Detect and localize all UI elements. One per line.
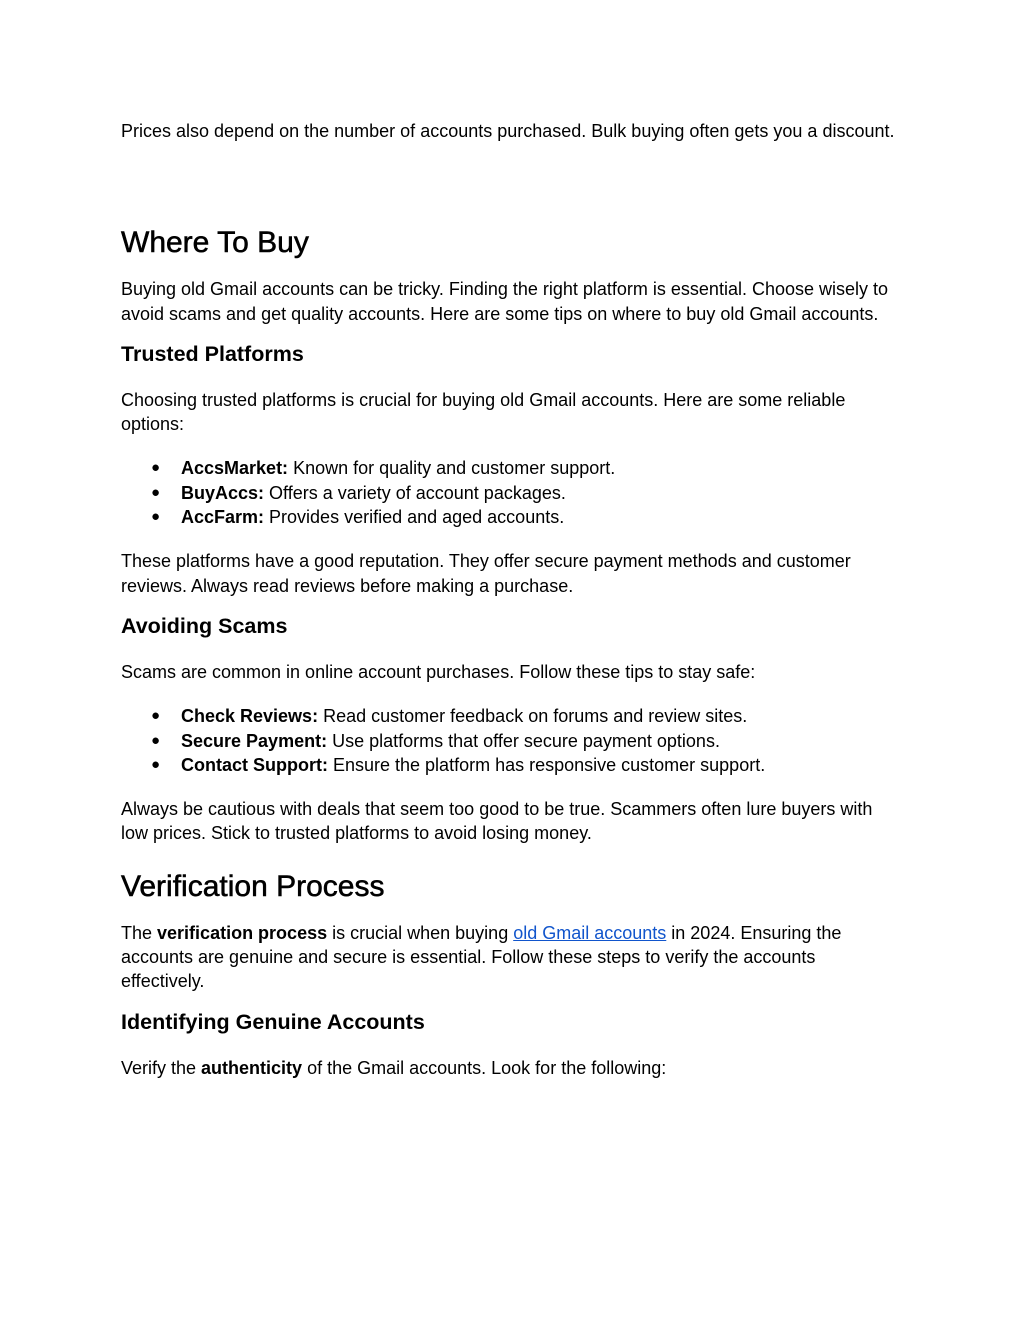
genuine-text: Verify the xyxy=(121,1057,202,1078)
verification-intro xyxy=(121,921,901,994)
document-page xyxy=(121,119,901,1080)
list-item xyxy=(121,456,901,480)
avoiding-scams-outro: Always be cautious with deals that seem too good to be true. Scammers often lure buyers with low prices. Stick to trusted platforms to avoid losing money. xyxy=(121,799,873,844)
list-item-text: Use platforms that offer secure payment options. xyxy=(327,730,720,751)
heading-trusted-platforms: Trusted Platforms xyxy=(121,341,304,366)
list-item xyxy=(121,753,901,777)
list-item-label: Secure Payment: xyxy=(181,730,328,751)
heading-identifying-genuine-accounts: Identifying Genuine Accounts xyxy=(121,1009,425,1034)
trusted-platforms-list xyxy=(121,456,901,529)
list-item-label: Contact Support: xyxy=(181,754,328,775)
list-item xyxy=(121,704,901,728)
bullet-icon: ● xyxy=(151,731,161,749)
list-item-text: Ensure the platform has responsive customer support. xyxy=(327,754,766,775)
verification-intro-text: is crucial when buying xyxy=(327,922,514,943)
bullet-icon: ● xyxy=(151,459,161,477)
list-item xyxy=(121,729,901,753)
genuine-text: of the Gmail accounts. Look for the following: xyxy=(302,1057,667,1078)
avoiding-scams-list xyxy=(121,704,901,777)
avoiding-scams-intro: Scams are common in online account purchases. Follow these tips to stay safe: xyxy=(121,661,756,682)
list-item-label: AccsMarket: xyxy=(181,458,289,479)
verification-intro-bold: verification process xyxy=(157,922,328,943)
list-item-text: Provides verified and aged accounts. xyxy=(264,507,565,528)
list-item-label: BuyAccs: xyxy=(181,482,265,503)
list-item-text: Read customer feedback on forums and review sites. xyxy=(318,706,748,727)
heading-avoiding-scams: Avoiding Scams xyxy=(121,613,288,638)
where-to-buy-intro: Buying old Gmail accounts can be tricky. Finding the right platform is essential. Choose wisely to avoid scams and get quality accounts. Here are some tips on where to buy old Gmail accounts. xyxy=(121,279,889,324)
heading-verification-process: Verification Process xyxy=(121,869,385,903)
bullet-icon: ● xyxy=(151,755,161,773)
intro-paragraph: Prices also depend on the number of accounts purchased. Bulk buying often gets you a discount. xyxy=(121,121,895,141)
list-item xyxy=(121,481,901,505)
old-gmail-accounts-link[interactable]: old Gmail accounts xyxy=(513,922,667,943)
trusted-platforms-intro: Choosing trusted platforms is crucial for buying old Gmail accounts. Here are some reliable options: xyxy=(121,389,846,435)
genuine-text-bold: authenticity xyxy=(201,1057,303,1078)
heading-where-to-buy: Where To Buy xyxy=(121,226,309,260)
bullet-icon: ● xyxy=(151,707,161,725)
verification-intro-text: The xyxy=(121,922,158,943)
list-item-text: Known for quality and customer support. xyxy=(288,458,616,479)
list-item-label: AccFarm: xyxy=(181,507,265,528)
verification-intro-text: in 2024. Ensuring the accounts are genuine and secure is essential. Follow these steps to verify the accounts effectively. xyxy=(121,922,842,992)
list-item-label: Check Reviews: xyxy=(181,706,319,727)
bullet-icon: ● xyxy=(151,508,161,526)
list-item-text: Offers a variety of account packages. xyxy=(264,482,566,503)
list-item xyxy=(121,505,901,529)
bullet-icon: ● xyxy=(151,483,161,501)
trusted-platforms-outro: These platforms have a good reputation. They offer secure payment methods and customer reviews. Always read reviews before making a purchase. xyxy=(121,551,851,596)
identifying-genuine-text xyxy=(121,1056,901,1080)
